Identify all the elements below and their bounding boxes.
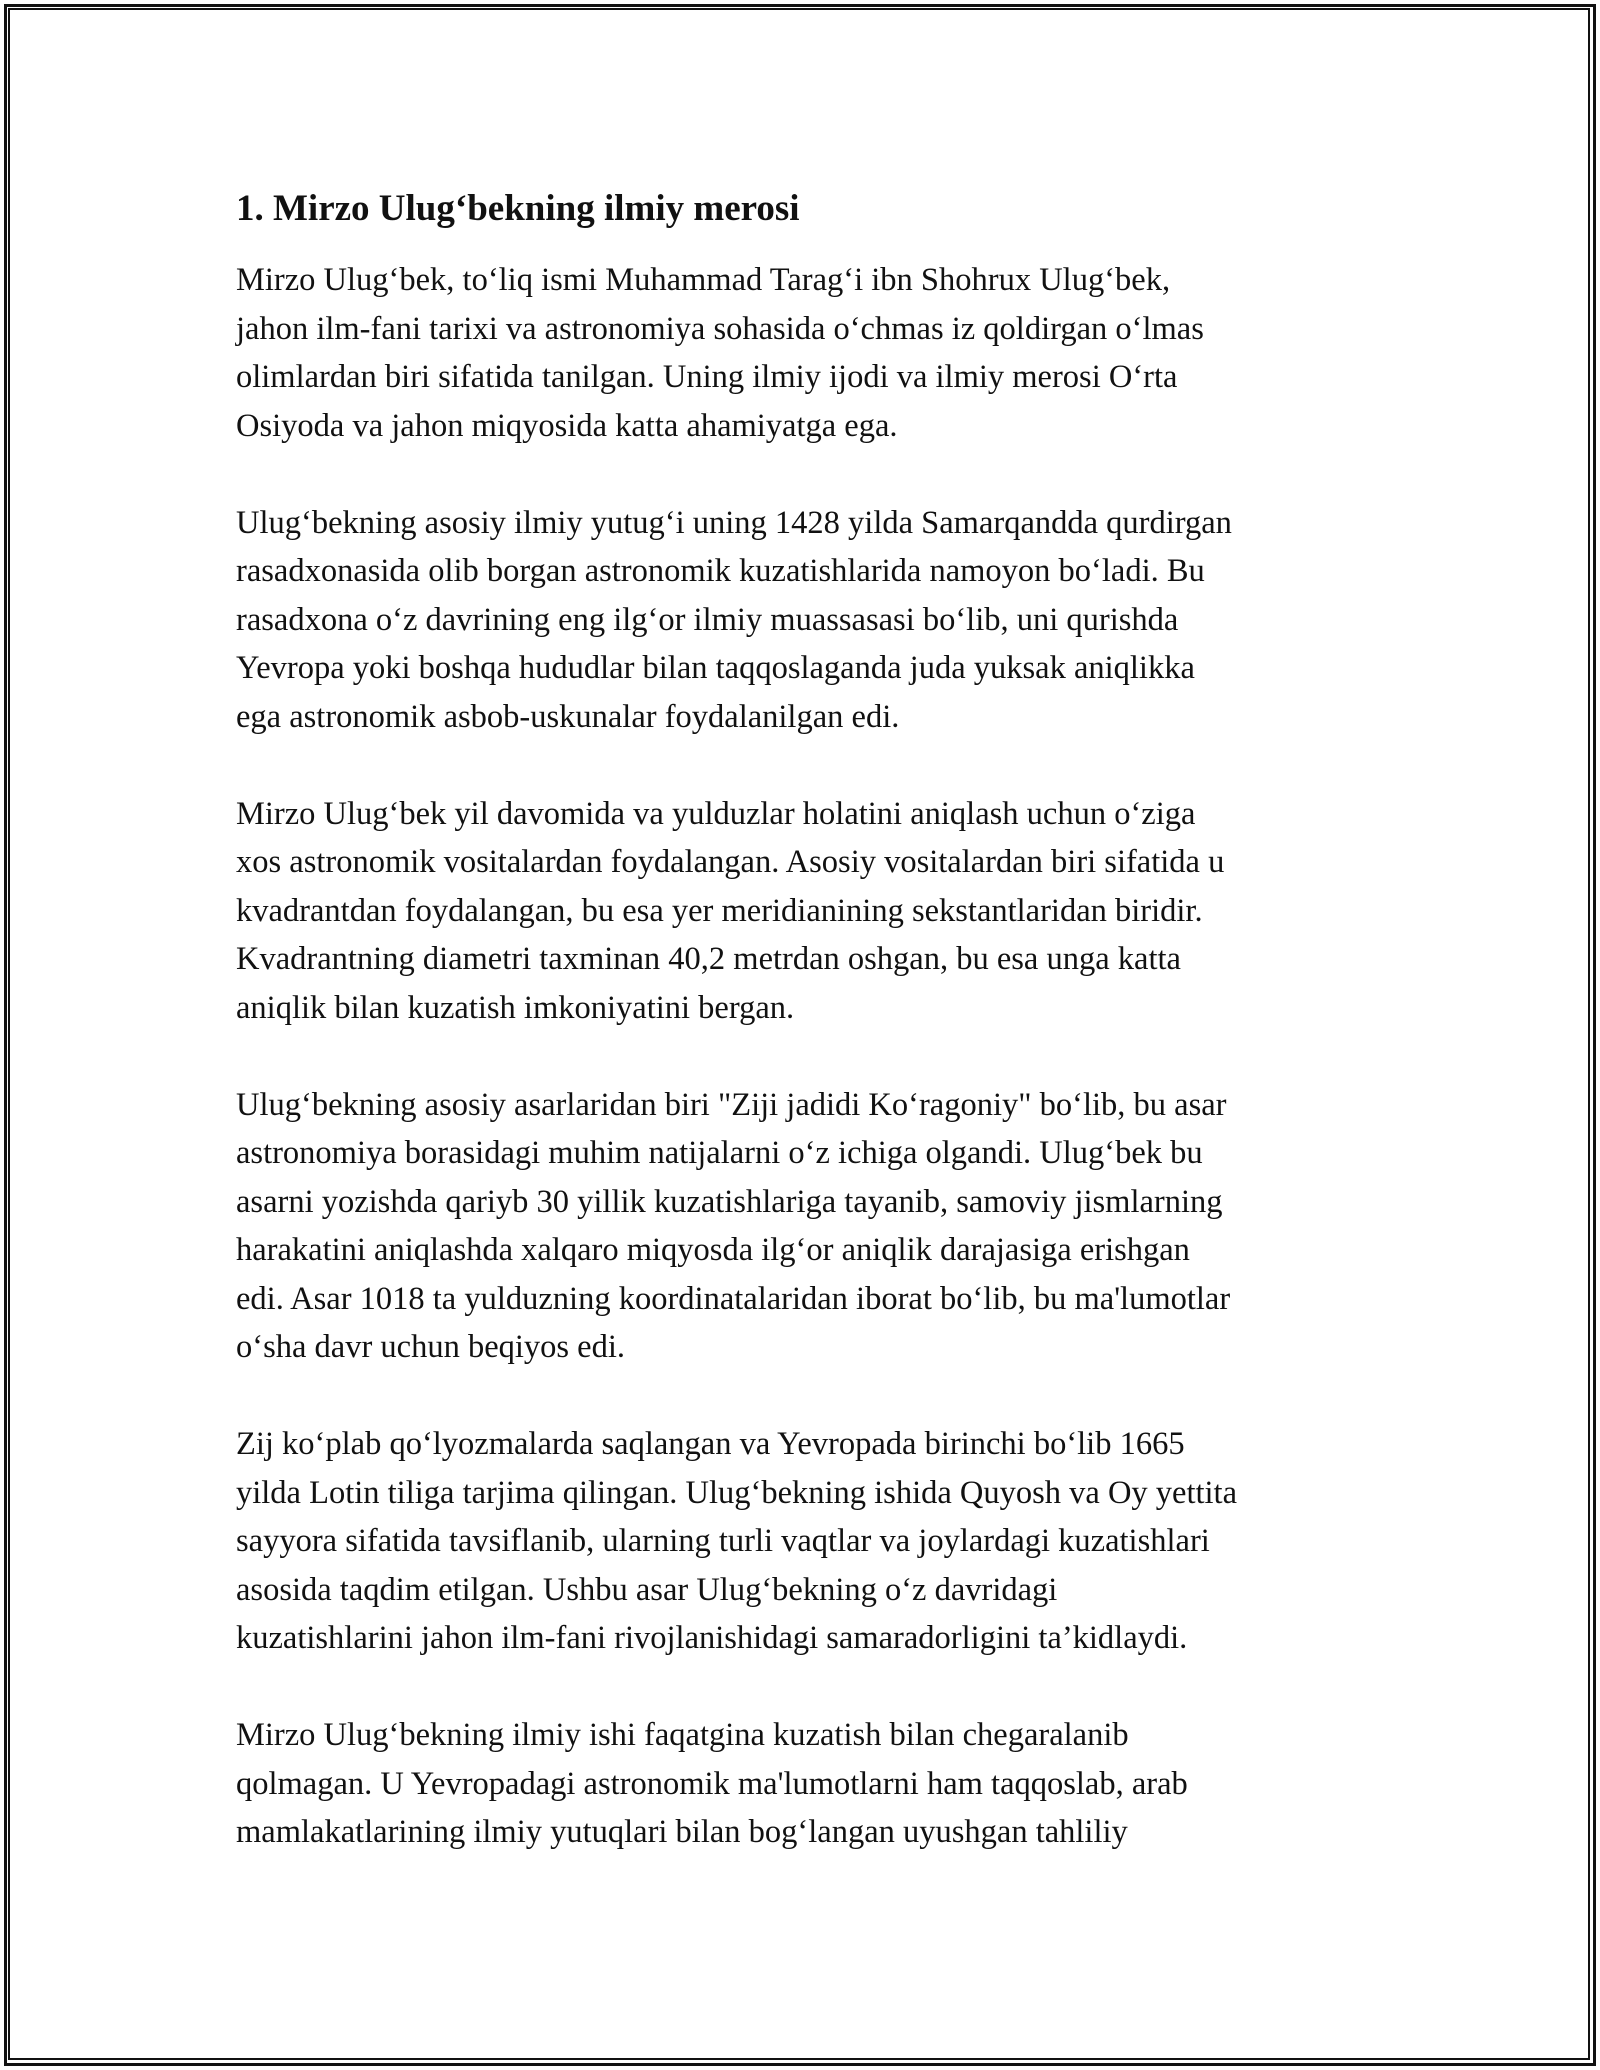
text-line: Mirzo Ulug‘bekning ilmiy ishi faqatgina kuzatish bilan chegaralanib xyxy=(236,1717,1129,1753)
text-line: sayyora sifatida tavsiflanib, ularning turli vaqtlar va joylardagi kuzatishlari xyxy=(236,1523,1210,1559)
section-heading: 1. Mirzo Ulug‘bekning ilmiy merosi xyxy=(236,188,800,229)
paragraph-1 xyxy=(236,256,1376,450)
text-line: Kvadrantning diametri taxminan 40,2 metrdan oshgan, bu esa unga katta xyxy=(236,941,1181,977)
text-line: kvadrantdan foydalangan, bu esa yer meridianining sekstantlaridan biridir. xyxy=(236,892,1203,929)
text-line: Ulug‘bekning asosiy ilmiy yutug‘i uning 1428 yilda Samarqandda qurdirgan xyxy=(236,504,1232,541)
text-line: yilda Lotin tiliga tarjima qilingan. Ulug‘bekning ishida Quyosh va Oy yettita xyxy=(236,1474,1238,1511)
text-line: harakatini aniqlashda xalqaro miqyosda ilg‘or aniqlik darajasiga erishgan xyxy=(236,1232,1190,1268)
text-line: rasadxonasida olib borgan astronomik kuzatishlarida namoyon bo‘ladi. Bu xyxy=(236,553,1205,589)
text-line: olimlardan biri sifatida tanilgan. Uning ilmiy ijodi va ilmiy merosi O‘rta xyxy=(236,359,1178,395)
text-line: jahon ilm-fani tarixi va astronomiya sohasida o‘chmas iz qoldirgan o‘lmas xyxy=(236,310,1204,347)
text-line: astronomiya borasidagi muhim natijalarni o‘z ichiga olgandi. Ulug‘bek bu xyxy=(236,1135,1203,1171)
document-body xyxy=(236,186,1376,1905)
text-line: Yevropa yoki boshqa hududlar bilan taqqoslaganda juda yuksak aniqlikka xyxy=(236,650,1195,686)
text-line: Zij ko‘plab qo‘lyozmalarda saqlangan va Yevropada birinchi bo‘lib 1665 xyxy=(236,1426,1185,1462)
text-line: Osiyoda va jahon miqyosida katta ahamiyatga ega. xyxy=(236,407,898,444)
text-line: Ulug‘bekning asosiy asarlaridan biri "Ziji jadidi Ko‘ragoniy" bo‘lib, bu asar xyxy=(236,1086,1227,1123)
text-line: kuzatishlarini jahon ilm-fani rivojlanishidagi samaradorligini ta’kidlaydi. xyxy=(236,1620,1188,1656)
text-line: asosida taqdim etilgan. Ushbu asar Ulug‘bekning o‘z davridagi xyxy=(236,1571,1058,1608)
text-line: aniqlik bilan kuzatish imkoniyatini bergan. xyxy=(236,989,795,1026)
paragraph-6 xyxy=(236,1711,1376,1857)
text-line: ega astronomik asbob-uskunalar foydalanilgan edi. xyxy=(236,698,900,735)
paragraph-3 xyxy=(236,790,1376,1033)
text-line: qolmagan. U Yevropadagi astronomik ma'lumotlarni ham taqqoslab, arab xyxy=(236,1765,1188,1802)
text-line: mamlakatlarining ilmiy yutuqlari bilan bog‘langan uyushgan tahliliy xyxy=(236,1814,1128,1850)
text-line: Mirzo Ulug‘bek, to‘liq ismi Muhammad Tarag‘i ibn Shohrux Ulug‘bek, xyxy=(236,262,1171,298)
paragraph-5 xyxy=(236,1420,1376,1663)
text-line: rasadxona o‘z davrining eng ilg‘or ilmiy muassasasi bo‘lib, uni qurishda xyxy=(236,601,1179,638)
text-line: o‘sha davr uchun beqiyos edi. xyxy=(236,1329,626,1365)
paragraph-2 xyxy=(236,499,1376,742)
text-line: asarni yozishda qariyb 30 yillik kuzatishlariga tayanib, samoviy jismlarning xyxy=(236,1183,1223,1220)
paragraph-4 xyxy=(236,1081,1376,1372)
text-line: Mirzo Ulug‘bek yil davomida va yulduzlar holatini aniqlash uchun o‘ziga xyxy=(236,795,1196,832)
text-line: xos astronomik vositalardan foydalangan. Asosiy vositalardan biri sifatida u xyxy=(236,844,1225,880)
text-line: edi. Asar 1018 ta yulduzning koordinatalaridan iborat bo‘lib, bu ma'lumotlar xyxy=(236,1280,1231,1317)
